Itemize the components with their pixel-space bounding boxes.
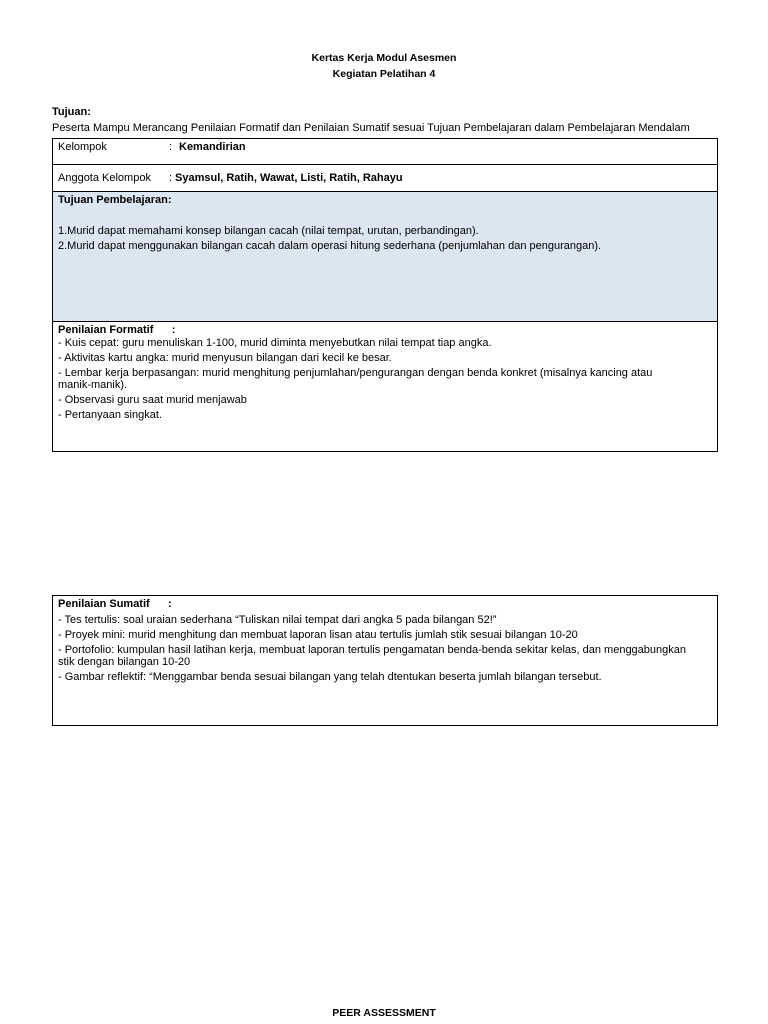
document-subtitle: Kegiatan Pelatihan 4 [332,68,436,80]
group-label: Kelompok [58,141,107,153]
purpose-text: Peserta Mampu Merancang Penilaian Formatif dan Penilaian Sumatif sesuai Tujuan Pembelajaran dalam Pembelajaran Mendalam [52,122,690,134]
summative-list [58,614,687,686]
group-value: Kemandirian [179,141,246,153]
formative-heading [58,324,175,336]
list-item: 1.Murid dapat memahami konsep bilangan cacah (nilai tempat, urutan, perbandingan). [58,225,479,237]
formative-list [58,337,687,424]
list-item: - Proyek mini: murid menghitung dan membuat laporan lisan atau tertulis jumlah stik sesuai bilangan 10-20 [58,629,578,641]
summative-separator: : [168,598,172,610]
objectives-heading [58,194,172,206]
members-value: Syamsul, Ratih, Wawat, Listi, Ratih, Rahayu [175,172,403,184]
summative-label: Penilaian Sumatif [58,598,150,610]
list-item: - Observasi guru saat murid menjawab [58,394,247,406]
document-title: Kertas Kerja Modul Asesmen [311,52,457,64]
list-item: 2.Murid dapat menggunakan bilangan cacah dalam operasi hitung sederhana (penjumlahan dan pengurangan). [58,240,602,252]
objectives-section [53,192,717,322]
list-item: - Pertanyaan singkat. [58,409,162,421]
members-separator: : [169,172,173,184]
purpose-label: Tujuan: [52,106,91,118]
summative-section [52,595,718,726]
list-item: - Lembar kerja berpasangan: murid menghitung penjumlahan/pengurangan dengan benda konkret (misalnya kancing atau manik-manik). [58,367,653,391]
members-label: Anggota Kelompok [58,172,151,184]
group-separator: : [169,141,173,153]
objectives-separator: : [167,194,172,206]
objectives-list [58,225,687,255]
worksheet-table [52,138,718,452]
members-row [53,165,717,192]
formative-section [53,322,717,451]
formative-label: Penilaian Formatif [58,324,154,336]
peer-assessment-title: PEER ASSESSMENT [332,1007,436,1019]
objectives-label: Tujuan Pembelajaran [58,194,168,206]
list-item: - Gambar reflektif: “Menggambar benda sesuai bilangan yang telah dtentukan beserta jumlah bilangan tersebut. [58,671,602,683]
list-item: - Aktivitas kartu angka: murid menyusun bilangan dari kecil ke besar. [58,352,392,364]
list-item: - Kuis cepat: guru menuliskan 1-100, murid diminta menyebutkan nilai tempat tiap angka. [58,337,492,349]
list-item: - Portofolio: kumpulan hasil latihan kerja, membuat laporan tertulis pengamatan benda-benda sekitar kelas, dan menggabungkan stik dengan bilangan 10-20 [58,644,686,668]
group-row [53,139,717,165]
list-item: - Tes tertulis: soal uraian sederhana “Tuliskan nilai tempat dari angka 5 pada bilangan 52!” [58,614,497,626]
formative-separator: : [171,324,176,336]
summative-heading [58,598,172,610]
